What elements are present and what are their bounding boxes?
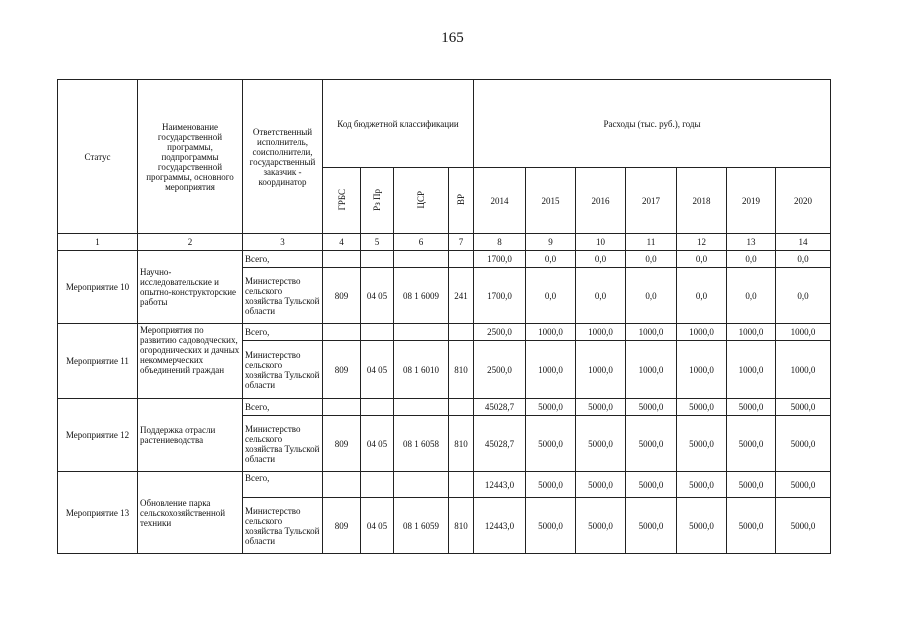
- total-value-cell: 1000,0: [727, 324, 776, 341]
- total-value-cell: 2500,0: [474, 324, 526, 341]
- total-value-cell: 5000,0: [776, 399, 831, 416]
- ministry-value-cell: 1000,0: [776, 341, 831, 399]
- ministry-value-cell: 0,0: [727, 268, 776, 324]
- ministry-value-cell: 0,0: [526, 268, 576, 324]
- total-value-cell: 5000,0: [677, 472, 727, 498]
- total-value-cell: 5000,0: [526, 472, 576, 498]
- total-value-cell: 0,0: [776, 251, 831, 268]
- code-rzpr-cell: 04 05: [361, 498, 394, 554]
- total-value-cell: 5000,0: [727, 399, 776, 416]
- total-value-cell: 12443,0: [474, 472, 526, 498]
- header-year: 2015: [526, 168, 576, 234]
- header-year: 2020: [776, 168, 831, 234]
- empty-code-cell: [394, 472, 449, 498]
- code-vr-cell: 810: [449, 498, 474, 554]
- total-value-cell: 0,0: [526, 251, 576, 268]
- empty-code-cell: [323, 472, 361, 498]
- code-grbs-cell: 809: [323, 268, 361, 324]
- header-year: 2016: [576, 168, 626, 234]
- empty-code-cell: [323, 399, 361, 416]
- empty-code-cell: [323, 324, 361, 341]
- ministry-value-cell: 5000,0: [677, 498, 727, 554]
- total-label-cell: Всего,: [243, 324, 323, 341]
- header-code-label: ВР: [456, 193, 466, 205]
- ministry-value-cell: 5000,0: [576, 498, 626, 554]
- column-number: 4: [323, 234, 361, 251]
- ministry-value-cell: 1700,0: [474, 268, 526, 324]
- ministry-value-cell: 5000,0: [576, 416, 626, 472]
- header-year: 2019: [727, 168, 776, 234]
- ministry-value-cell: 5000,0: [626, 498, 677, 554]
- empty-code-cell: [394, 399, 449, 416]
- code-vr-cell: 241: [449, 268, 474, 324]
- ministry-value-cell: 5000,0: [677, 416, 727, 472]
- ministry-value-cell: 5000,0: [526, 416, 576, 472]
- empty-code-cell: [361, 251, 394, 268]
- total-value-cell: 1000,0: [776, 324, 831, 341]
- empty-code-cell: [449, 399, 474, 416]
- header-year: 2017: [626, 168, 677, 234]
- column-number: 8: [474, 234, 526, 251]
- code-rzpr-cell: 04 05: [361, 341, 394, 399]
- ministry-value-cell: 5000,0: [727, 498, 776, 554]
- total-value-cell: 5000,0: [677, 399, 727, 416]
- header-year: 2018: [677, 168, 727, 234]
- ministry-cell: Министерство сельского хозяйства Тульской области: [243, 416, 323, 472]
- measure-name-cell: Поддержка отрасли растениеводства: [138, 399, 243, 472]
- budget-table: [57, 79, 831, 554]
- ministry-value-cell: 5000,0: [626, 416, 677, 472]
- code-grbs-cell: 809: [323, 341, 361, 399]
- column-number: 12: [677, 234, 727, 251]
- ministry-value-cell: 0,0: [776, 268, 831, 324]
- header-responsible: Ответственный исполнитель, соисполнители, государственный заказчик - координатор: [243, 80, 323, 234]
- total-value-cell: 1000,0: [526, 324, 576, 341]
- code-csr-cell: 08 1 6058: [394, 416, 449, 472]
- total-value-cell: 1000,0: [626, 324, 677, 341]
- status-cell: Мероприятие 11: [58, 324, 138, 399]
- empty-code-cell: [361, 324, 394, 341]
- column-number: 11: [626, 234, 677, 251]
- total-label-cell: Всего,: [243, 399, 323, 416]
- ministry-value-cell: 1000,0: [626, 341, 677, 399]
- total-value-cell: 0,0: [626, 251, 677, 268]
- header-name: Наименование государственной программы, подпрограммы государственной программы, основного мероприятия: [138, 80, 243, 234]
- total-value-cell: 45028,7: [474, 399, 526, 416]
- table-row-total: [58, 472, 831, 498]
- code-csr-cell: 08 1 6009: [394, 268, 449, 324]
- ministry-value-cell: 5000,0: [776, 416, 831, 472]
- ministry-value-cell: 1000,0: [677, 341, 727, 399]
- ministry-value-cell: 12443,0: [474, 498, 526, 554]
- measure-name-cell: Мероприятия по развитию садоводческих, огороднических и дачных некоммерческих объединений граждан: [138, 324, 243, 399]
- header-status: Статус: [58, 80, 138, 234]
- ministry-value-cell: 0,0: [626, 268, 677, 324]
- total-value-cell: 1000,0: [677, 324, 727, 341]
- total-value-cell: 5000,0: [727, 472, 776, 498]
- table-row-total: [58, 251, 831, 268]
- ministry-value-cell: 1000,0: [526, 341, 576, 399]
- header-code-label: Рз Пр: [372, 188, 382, 211]
- code-csr-cell: 08 1 6059: [394, 498, 449, 554]
- total-value-cell: 5000,0: [626, 472, 677, 498]
- ministry-value-cell: 0,0: [576, 268, 626, 324]
- ministry-cell: Министерство сельского хозяйства Тульской области: [243, 498, 323, 554]
- status-cell: Мероприятие 10: [58, 251, 138, 324]
- total-value-cell: 5000,0: [526, 399, 576, 416]
- header-code-label: ЦСР: [416, 190, 426, 209]
- column-number: 5: [361, 234, 394, 251]
- ministry-value-cell: 5000,0: [727, 416, 776, 472]
- ministry-cell: Министерство сельского хозяйства Тульской области: [243, 268, 323, 324]
- measure-name-cell: Научно-исследовательские и опытно-конструкторские работы: [138, 251, 243, 324]
- header-expenses: Расходы (тыс. руб.), годы: [474, 80, 831, 168]
- empty-code-cell: [449, 324, 474, 341]
- total-value-cell: 5000,0: [576, 472, 626, 498]
- total-value-cell: 5000,0: [576, 399, 626, 416]
- empty-code-cell: [394, 251, 449, 268]
- ministry-value-cell: 1000,0: [576, 341, 626, 399]
- ministry-value-cell: 1000,0: [727, 341, 776, 399]
- ministry-value-cell: 2500,0: [474, 341, 526, 399]
- total-value-cell: 0,0: [727, 251, 776, 268]
- header-code-label: ГРБС: [336, 188, 347, 211]
- column-number: 14: [776, 234, 831, 251]
- header-year: 2014: [474, 168, 526, 234]
- code-grbs-cell: 809: [323, 416, 361, 472]
- ministry-value-cell: 5000,0: [526, 498, 576, 554]
- total-value-cell: 5000,0: [626, 399, 677, 416]
- code-csr-cell: 08 1 6010: [394, 341, 449, 399]
- header-code-cell: [323, 168, 361, 234]
- ministry-cell: Министерство сельского хозяйства Тульской области: [243, 341, 323, 399]
- header-budget-code: Код бюджетной классификации: [323, 80, 474, 168]
- code-vr-cell: 810: [449, 416, 474, 472]
- total-value-cell: 0,0: [576, 251, 626, 268]
- total-value-cell: 1000,0: [576, 324, 626, 341]
- column-number: 2: [138, 234, 243, 251]
- column-number: 7: [449, 234, 474, 251]
- measure-name-cell: Обновление парка сельскохозяйственной техники: [138, 472, 243, 554]
- header-code-cell: [449, 168, 474, 234]
- table-row-total: [58, 324, 831, 341]
- empty-code-cell: [361, 399, 394, 416]
- table-row-total: [58, 399, 831, 416]
- code-rzpr-cell: 04 05: [361, 268, 394, 324]
- empty-code-cell: [361, 472, 394, 498]
- total-value-cell: 1700,0: [474, 251, 526, 268]
- code-rzpr-cell: 04 05: [361, 416, 394, 472]
- code-grbs-cell: 809: [323, 498, 361, 554]
- empty-code-cell: [394, 324, 449, 341]
- total-value-cell: 5000,0: [776, 472, 831, 498]
- empty-code-cell: [449, 251, 474, 268]
- empty-code-cell: [323, 251, 361, 268]
- ministry-value-cell: 45028,7: [474, 416, 526, 472]
- column-number: 9: [526, 234, 576, 251]
- column-number: 3: [243, 234, 323, 251]
- column-number: 13: [727, 234, 776, 251]
- column-number: 6: [394, 234, 449, 251]
- total-label-cell: Всего,: [243, 251, 323, 268]
- code-vr-cell: 810: [449, 341, 474, 399]
- header-code-cell: [394, 168, 449, 234]
- page-number: 165: [441, 30, 464, 46]
- total-value-cell: 0,0: [677, 251, 727, 268]
- column-number: 1: [58, 234, 138, 251]
- status-cell: Мероприятие 12: [58, 399, 138, 472]
- header-code-cell: [361, 168, 394, 234]
- empty-code-cell: [449, 472, 474, 498]
- total-label-cell: Всего,: [243, 472, 323, 498]
- status-cell: Мероприятие 13: [58, 472, 138, 554]
- ministry-value-cell: 5000,0: [776, 498, 831, 554]
- ministry-value-cell: 0,0: [677, 268, 727, 324]
- column-number: 10: [576, 234, 626, 251]
